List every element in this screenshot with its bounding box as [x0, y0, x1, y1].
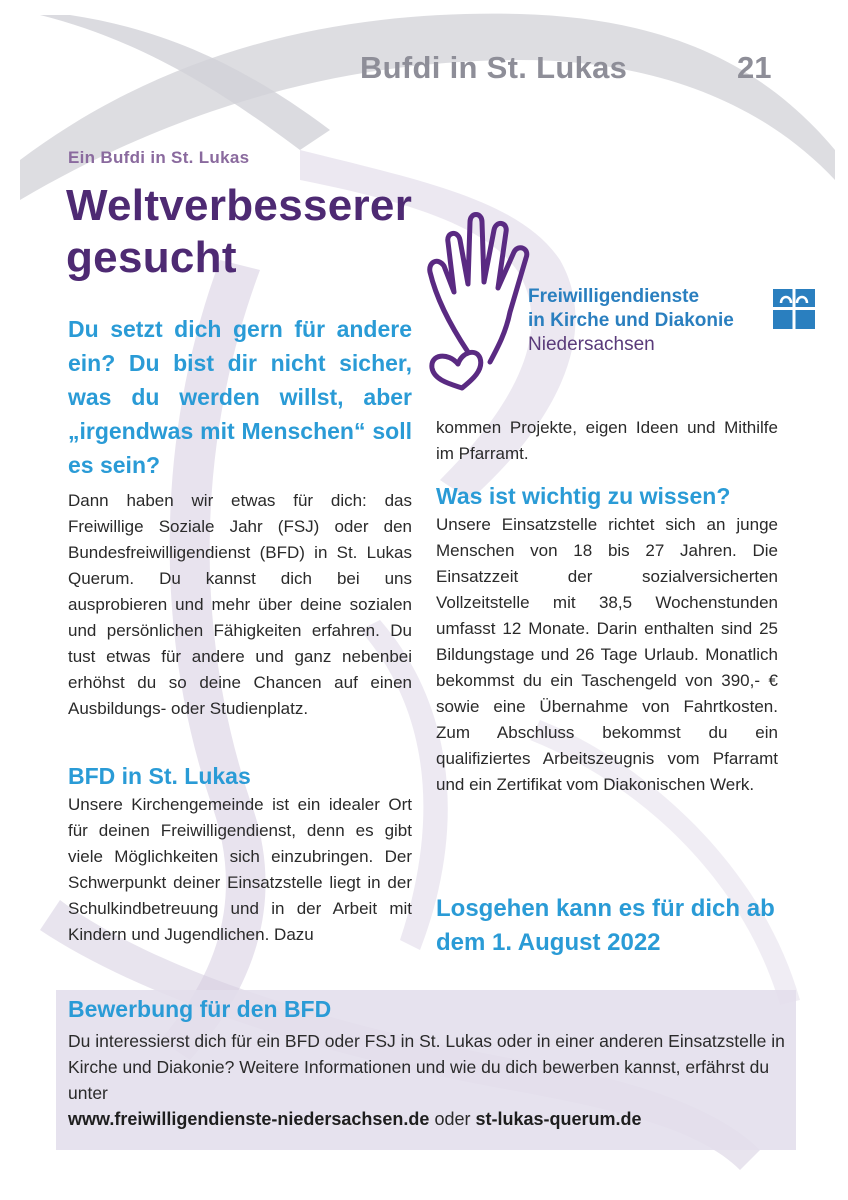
page-number: 21	[737, 50, 772, 85]
section-bfd-paragraph: Unsere Kirchengemeinde ist ein idealer Ort für deinen Freiwilligendienst, denn es gibt viele Möglichkeiten sich einzubringen. Der Schwerpunkt deiner Einsatzstelle liegt in der Schulkindbetreuung und in der Arbeit mit Kindern und Jugendlichen. Dazu	[68, 795, 412, 944]
section-heading-bfd: BFD in St. Lukas	[68, 763, 251, 789]
application-links	[68, 1106, 788, 1132]
link-freiwilligendienste[interactable]: www.freiwilligendienste-niedersachsen.de	[68, 1109, 430, 1129]
logo-text-line1: Freiwilligendienste	[528, 286, 700, 307]
hand-heart-icon	[418, 202, 538, 392]
logo-text-line2: in Kirche und Diakonie	[528, 310, 734, 331]
article-kicker: Ein Bufdi in St. Lukas	[68, 148, 250, 167]
application-text: Du interessierst dich für ein BFD oder FSJ in St. Lukas oder in einer anderen Einsatzstelle in Kirche und Diakonie? Weitere Informationen und wie du dich bewerben kannst, erfährst du unter	[68, 1031, 785, 1103]
article-lead: Du setzt dich gern für andere ein? Du bist dir nicht sicher, was du werden willst, aber „irgendwas mit Menschen“ soll es sein?	[68, 316, 412, 478]
application-heading: Bewerbung für den BFD	[68, 996, 332, 1022]
section-wissen-paragraph: Unsere Einsatzstelle richtet sich an junge Menschen von 18 bis 27 Jahren. Die Einsatzzeit der sozialversicherten Vollzeitstelle mit 38,5 Wochenstunden umfasst 12 Monate. Darin enthalten sind 25 Bildungstage und 26 Tage Urlaub. Monatlich bekommst du ein Taschengeld von 390,- € sowie eine Übernahme von Fahrtkosten. Zum Abschluss bekommst du ein qualifiziertes Arbeitszeugnis vom Pfarramt und ein Zertifikat vom Diakonischen Werk.	[436, 515, 778, 794]
header-title: Bufdi in St. Lukas	[360, 50, 628, 85]
link-st-lukas[interactable]: st-lukas-querum.de	[475, 1109, 642, 1129]
link-connector: oder	[434, 1109, 471, 1129]
intro-paragraph: Dann haben wir etwas für dich: das Freiwillige Soziale Jahr (FSJ) oder den Bundesfreiwilligendienst (BFD) in St. Lukas Querum. Du kannst dich bei uns ausprobieren und mehr über deine sozialen und persönlichen Fähigkeiten erfahren. Du tust etwas für andere und ganz nebenbei erhöhst du so deine Chancen auf einen Ausbildungs- oder Studienplatz.	[68, 491, 412, 718]
start-date-callout: Losgehen kann es für dich ab dem 1. August 2022	[436, 895, 775, 956]
section-heading-wissen: Was ist wichtig zu wissen?	[436, 483, 731, 509]
article-headline: Weltverbesserer gesucht	[66, 181, 413, 282]
section-bfd-continued: kommen Projekte, eigen Ideen und Mithilfe im Pfarramt.	[436, 418, 778, 463]
logo-text-line3: Niedersachsen	[528, 334, 655, 355]
page-header	[0, 50, 848, 90]
diakonie-logo-icon	[773, 289, 815, 329]
